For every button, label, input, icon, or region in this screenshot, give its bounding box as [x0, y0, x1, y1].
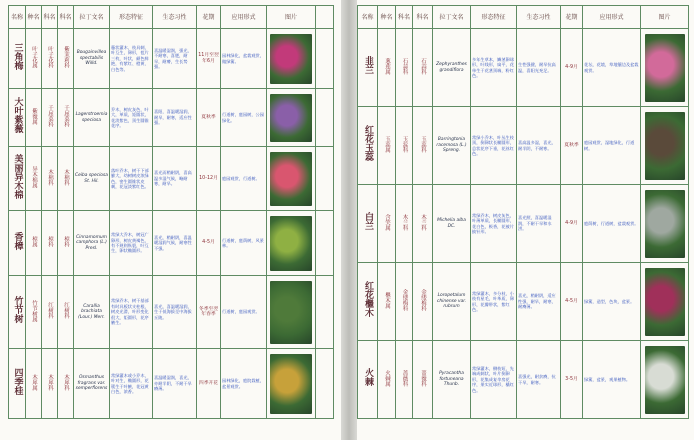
plant-photo	[645, 268, 685, 336]
habit-text: 生性强健，耐旱抗高温，喜阳光充足。	[517, 29, 561, 107]
blank-cell	[316, 211, 334, 276]
plant-name	[358, 341, 378, 419]
plant-name	[358, 107, 378, 185]
subfamily-name-text: 红树科	[63, 302, 69, 319]
plant-name-text: 竹节树	[12, 296, 23, 323]
column-header-morphology: 形态特征	[110, 6, 153, 29]
habit-text: 喜温暖湿润，喜光，亦耐半阴，不耐干旱瘠薄。	[153, 349, 197, 419]
morphology-text: 常绿乔木，树干基部有时具板状支柱根，树皮光滑，叶形变化很大，矩圆形，花序腋生。	[110, 276, 153, 349]
morphology-text: 乔木，树皮灰色，叶大，革质，矩圆状，花淡紫色，顶生圆锥花序。	[110, 89, 153, 147]
genus-name	[378, 185, 396, 263]
use-text: 行道树，庭园观赏。	[221, 276, 267, 349]
table-header-row	[9, 6, 334, 29]
flowering-period: 冬季至翌年春季	[197, 276, 221, 349]
plant-photo-cell	[267, 89, 316, 147]
family-name-text: 蔷薇科	[401, 369, 408, 387]
use-text: 庭园观赏，湿地绿化，行道树。	[583, 107, 641, 185]
family-name	[396, 341, 413, 419]
column-header-scientific: 拉丁文名	[433, 6, 471, 29]
flowering-period: 4-9月	[561, 185, 583, 263]
table-row	[9, 276, 334, 349]
subfamily-name	[58, 276, 74, 349]
flowering-period: 夏秋季	[561, 107, 583, 185]
plant-name-text: 三角梅	[12, 42, 23, 70]
column-header-family: 科名	[396, 6, 413, 29]
table-row	[9, 29, 334, 89]
genus-name-text: 紫薇属	[31, 107, 37, 125]
plant-photo	[645, 346, 685, 414]
subfamily-name-text: 千屈菜科	[63, 105, 69, 127]
column-header-period: 花期	[561, 6, 583, 29]
subfamily-name	[58, 349, 74, 419]
plant-table-right	[357, 5, 689, 419]
plant-name	[358, 263, 378, 341]
column-header-blank	[316, 6, 334, 29]
column-header-genus: 种名	[378, 6, 396, 29]
family-name-text: 石蒜科	[401, 57, 408, 75]
use-text: 绿篱，造型，色块，盆景。	[583, 263, 641, 341]
column-header-subfamily: 科名	[413, 6, 433, 29]
plant-name	[9, 89, 26, 147]
subfamily-name-text: 紫茉莉科	[63, 46, 69, 68]
subfamily-name-text: 木兰科	[420, 213, 426, 231]
morphology-text: 常绿小乔木，叶丛生枝顶，倒卵状长椭圆形，总状花序下垂，花丝红色。	[471, 107, 517, 185]
family-name-text: 红树科	[47, 302, 53, 319]
subfamily-name	[413, 185, 433, 263]
scientific-name: Pyracantha fortuneana Thunb.	[433, 341, 471, 419]
plant-name	[9, 276, 26, 349]
table-row	[9, 349, 334, 419]
genus-name-text: 竹节树属	[31, 299, 37, 322]
table-row	[358, 341, 689, 419]
subfamily-name-text: 蔷薇科	[420, 369, 426, 387]
column-header-subfamily: 科名	[58, 6, 74, 29]
column-header-family: 科名	[42, 6, 58, 29]
use-text: 园林绿化，盆栽观赏，做绿篱。	[221, 29, 267, 89]
plant-photo	[270, 354, 312, 414]
book-gutter	[341, 0, 357, 440]
flowering-period: 4-5月	[197, 211, 221, 276]
use-text: 行道树，庭园树，公园绿化。	[221, 89, 267, 147]
plant-name-text: 美丽异木棉	[12, 153, 23, 199]
morphology-text: 常绿乔木，树皮灰色，叶薄革质，长椭圆形，花白色，极香，花被片披针形。	[471, 185, 517, 263]
family-name	[42, 89, 58, 147]
flowering-period: 3-5月	[561, 341, 583, 419]
subfamily-name	[58, 29, 74, 89]
column-header-habit: 生态习性	[153, 6, 197, 29]
scientific-name: Michelia alba DC.	[433, 185, 471, 263]
plant-table-left	[8, 5, 334, 419]
flowering-period: 10-12月	[197, 147, 221, 211]
genus-name	[378, 107, 396, 185]
family-name-text: 木棉科	[47, 168, 53, 186]
habit-text: 喜温暖湿润，强光，不耐寒，喜肥，耐旱，耐瘠，生长势强。	[153, 29, 197, 89]
blank-cell	[316, 29, 334, 89]
family-name	[396, 107, 413, 185]
column-header-period: 花期	[197, 6, 221, 29]
plant-photo-cell	[267, 29, 316, 89]
family-name	[42, 276, 58, 349]
plant-name-text: 大叶紫薇	[12, 97, 23, 133]
flowering-period: 夏秋季	[197, 89, 221, 147]
table-row	[9, 147, 334, 211]
blank-cell	[316, 89, 334, 147]
plant-photo-cell	[641, 263, 689, 341]
table-header-row	[358, 6, 689, 29]
plant-photo	[270, 34, 312, 84]
subfamily-name	[58, 89, 74, 147]
plant-photo	[645, 34, 685, 102]
column-header-use: 应用形式	[221, 6, 267, 29]
genus-name-text: 葱莲属	[384, 57, 390, 75]
family-name	[396, 29, 413, 107]
plant-name-text: 韭兰	[363, 56, 373, 74]
plant-name-text: 白兰	[363, 212, 373, 230]
subfamily-name-text: 金缕梅科	[420, 289, 426, 311]
subfamily-name-text: 石蒜科	[420, 57, 426, 75]
table-row	[358, 107, 689, 185]
subfamily-name-text: 樟科	[63, 236, 69, 247]
plant-name	[9, 349, 26, 419]
use-text: 花坛，花境，草地镶边及盆栽观赏。	[583, 29, 641, 107]
use-text: 行道树，庭荫树，风景林。	[221, 211, 267, 276]
subfamily-name-text: 玉蕊科	[420, 135, 426, 153]
plant-photo	[645, 190, 685, 258]
plant-photo-cell	[641, 341, 689, 419]
flowering-period: 4-5月	[561, 263, 583, 341]
plant-name	[358, 185, 378, 263]
table-row	[9, 211, 334, 276]
family-name-text: 金缕梅科	[401, 289, 408, 311]
scientific-name: Bougainvillea spectabilis Willd.	[74, 29, 110, 89]
morphology-text: 常绿灌木或小乔木，叶对生，椭圆形，花簇生于叶腋，花冠黄白色，浓香。	[110, 349, 153, 419]
genus-name	[26, 349, 42, 419]
plant-name	[9, 29, 26, 89]
column-header-image: 图片	[641, 6, 689, 29]
genus-name	[378, 263, 396, 341]
habit-text: 喜强光，耐贫瘠，抗干旱，耐寒。	[517, 341, 561, 419]
plant-photo-cell	[267, 147, 316, 211]
scientific-name: Carallia brachiata (Lour.) Merr.	[74, 276, 110, 349]
plant-name-text: 红花玉蕊	[363, 125, 373, 161]
scientific-name: Osmanthus fragrans var. semperflorens	[74, 349, 110, 419]
plant-photo-cell	[267, 349, 316, 419]
genus-name	[26, 147, 42, 211]
morphology-text: 多年生草本，鳞茎卵球形，叶线形，扁平，花单生于花茎顶端，粉红色。	[471, 29, 517, 107]
plant-photo-cell	[641, 107, 689, 185]
family-name-text: 千屈菜科	[47, 105, 53, 127]
plant-photo-cell	[641, 29, 689, 107]
plant-photo	[270, 152, 312, 206]
family-name	[42, 29, 58, 89]
plant-photo-cell	[641, 185, 689, 263]
scientific-name: Barringtonia racemosa (L.) Spreng.	[433, 107, 471, 185]
family-name-text: 樟科	[47, 236, 53, 247]
table-row	[358, 263, 689, 341]
family-name	[396, 263, 413, 341]
family-name	[42, 147, 58, 211]
subfamily-name	[58, 211, 74, 276]
morphology-text: 常绿灌木，侧枝短，先端成刺状，叶片倒卵形，花集成复伞房花序，果实近球形，橘红色。	[471, 341, 517, 419]
genus-name-text: 异木棉属	[31, 166, 37, 188]
habit-text: 喜光，稍耐阴，适应性强，耐旱，耐寒，耐瘠薄。	[517, 263, 561, 341]
left-page	[0, 0, 341, 440]
use-text: 庭荫树，行道树，盆栽观赏。	[583, 185, 641, 263]
plant-photo-cell	[267, 211, 316, 276]
family-name-text: 木兰科	[401, 213, 408, 231]
column-header-morphology: 形态特征	[471, 6, 517, 29]
flowering-period: 4-9月	[561, 29, 583, 107]
family-name-text: 叶子花科	[47, 46, 53, 68]
family-name-text: 玉蕊科	[401, 135, 408, 153]
plant-name-text: 四季桂	[12, 367, 23, 395]
morphology-text: 藤状灌木，枝具刺，叶互生，卵形，苞片三枚，叶状，颜色鲜艳，有紫红、橙黄、白色等。	[110, 29, 153, 89]
right-page	[357, 0, 694, 440]
habit-text: 喜光，喜温暖湿润，生于低海拔至中海拔丘陵。	[153, 276, 197, 349]
column-header-image: 图片	[267, 6, 316, 29]
genus-name	[26, 211, 42, 276]
table-row	[358, 29, 689, 107]
table-row	[9, 89, 334, 147]
genus-name	[378, 29, 396, 107]
genus-name	[26, 276, 42, 349]
column-header-genus: 种名	[26, 6, 42, 29]
plant-photo	[270, 216, 312, 271]
family-name	[396, 185, 413, 263]
family-name-text: 木犀科	[47, 373, 53, 391]
family-name	[42, 349, 58, 419]
plant-name	[358, 29, 378, 107]
plant-name	[9, 147, 26, 211]
subfamily-name	[413, 29, 433, 107]
column-header-scientific: 拉丁文名	[74, 6, 110, 29]
habit-text: 喜阳，喜温暖湿润，耐旱，耐寒，适应性强。	[153, 89, 197, 147]
morphology-text: 落叶乔木，树干下部膨大，幼树树皮浓绿色，密生圆锥状皮刺，花冠淡紫红色。	[110, 147, 153, 211]
habit-text: 喜光，稍耐阴，喜温暖湿润气候，耐寒性不强。	[153, 211, 197, 276]
genus-name	[378, 341, 396, 419]
plant-photo	[270, 281, 312, 344]
subfamily-name	[413, 107, 433, 185]
scientific-name: Zephyranthes grandiflora	[433, 29, 471, 107]
table-row	[358, 185, 689, 263]
morphology-text: 常绿大乔木，树冠广卵形，树皮黄褐色，有不规则纵裂，叶互生，卵状椭圆形。	[110, 211, 153, 276]
blank-cell	[316, 349, 334, 419]
column-header-habit: 生态习性	[517, 6, 561, 29]
morphology-text: 常绿灌木，多分枝，小枝有星毛，叶革质，卵形，花瓣带状，紫红色。	[471, 263, 517, 341]
scientific-name: Loropetalum chinense var. rubrum	[433, 263, 471, 341]
genus-name-text: 樟属	[31, 236, 37, 247]
habit-text: 喜高温多湿，喜光，耐半阴，不耐寒。	[517, 107, 561, 185]
scientific-name: Lagerstroemia speciosa	[74, 89, 110, 147]
column-header-use: 应用形式	[583, 6, 641, 29]
blank-cell	[316, 147, 334, 211]
use-text: 园林绿化，庭院栽植，盆景观赏。	[221, 349, 267, 419]
scientific-name: Ceiba speciosa St. Hil.	[74, 147, 110, 211]
habit-text: 喜光照，喜温暖湿润，不耐干旱和水涝。	[517, 185, 561, 263]
genus-name-text: 叶子花属	[31, 46, 37, 68]
subfamily-name-text: 木犀科	[63, 373, 69, 391]
habit-text: 喜光而稍耐阴，喜高温多湿气候，略耐寒，耐旱。	[153, 147, 197, 211]
column-header-name: 名称	[9, 6, 26, 29]
column-header-name: 名称	[358, 6, 378, 29]
plant-name	[9, 211, 26, 276]
subfamily-name	[413, 263, 433, 341]
subfamily-name-text: 木棉科	[63, 168, 69, 186]
flowering-period: 四季开花	[197, 349, 221, 419]
use-text: 庭园观赏，行道树。	[221, 147, 267, 211]
genus-name-text: 檵木属	[384, 291, 390, 309]
genus-name	[26, 89, 42, 147]
family-name	[42, 211, 58, 276]
subfamily-name	[58, 147, 74, 211]
genus-name-text: 玉蕊属	[384, 135, 390, 153]
use-text: 绿篱，盆景，观果植物。	[583, 341, 641, 419]
plant-name-text: 香樟	[12, 231, 23, 250]
scientific-name: Cinnamomum camphora (L.) Presl.	[74, 211, 110, 276]
genus-name	[26, 29, 42, 89]
blank-cell	[316, 276, 334, 349]
flowering-period: 11月至翌年6月	[197, 29, 221, 89]
plant-photo	[270, 94, 312, 142]
subfamily-name	[413, 341, 433, 419]
plant-photo-cell	[267, 276, 316, 349]
plant-name-text: 红花檵木	[363, 281, 373, 317]
plant-photo	[645, 112, 685, 180]
genus-name-text: 火棘属	[384, 369, 390, 387]
plant-name-text: 火棘	[363, 368, 373, 386]
genus-name-text: 木犀属	[31, 373, 37, 391]
genus-name-text: 含笑属	[384, 213, 390, 231]
